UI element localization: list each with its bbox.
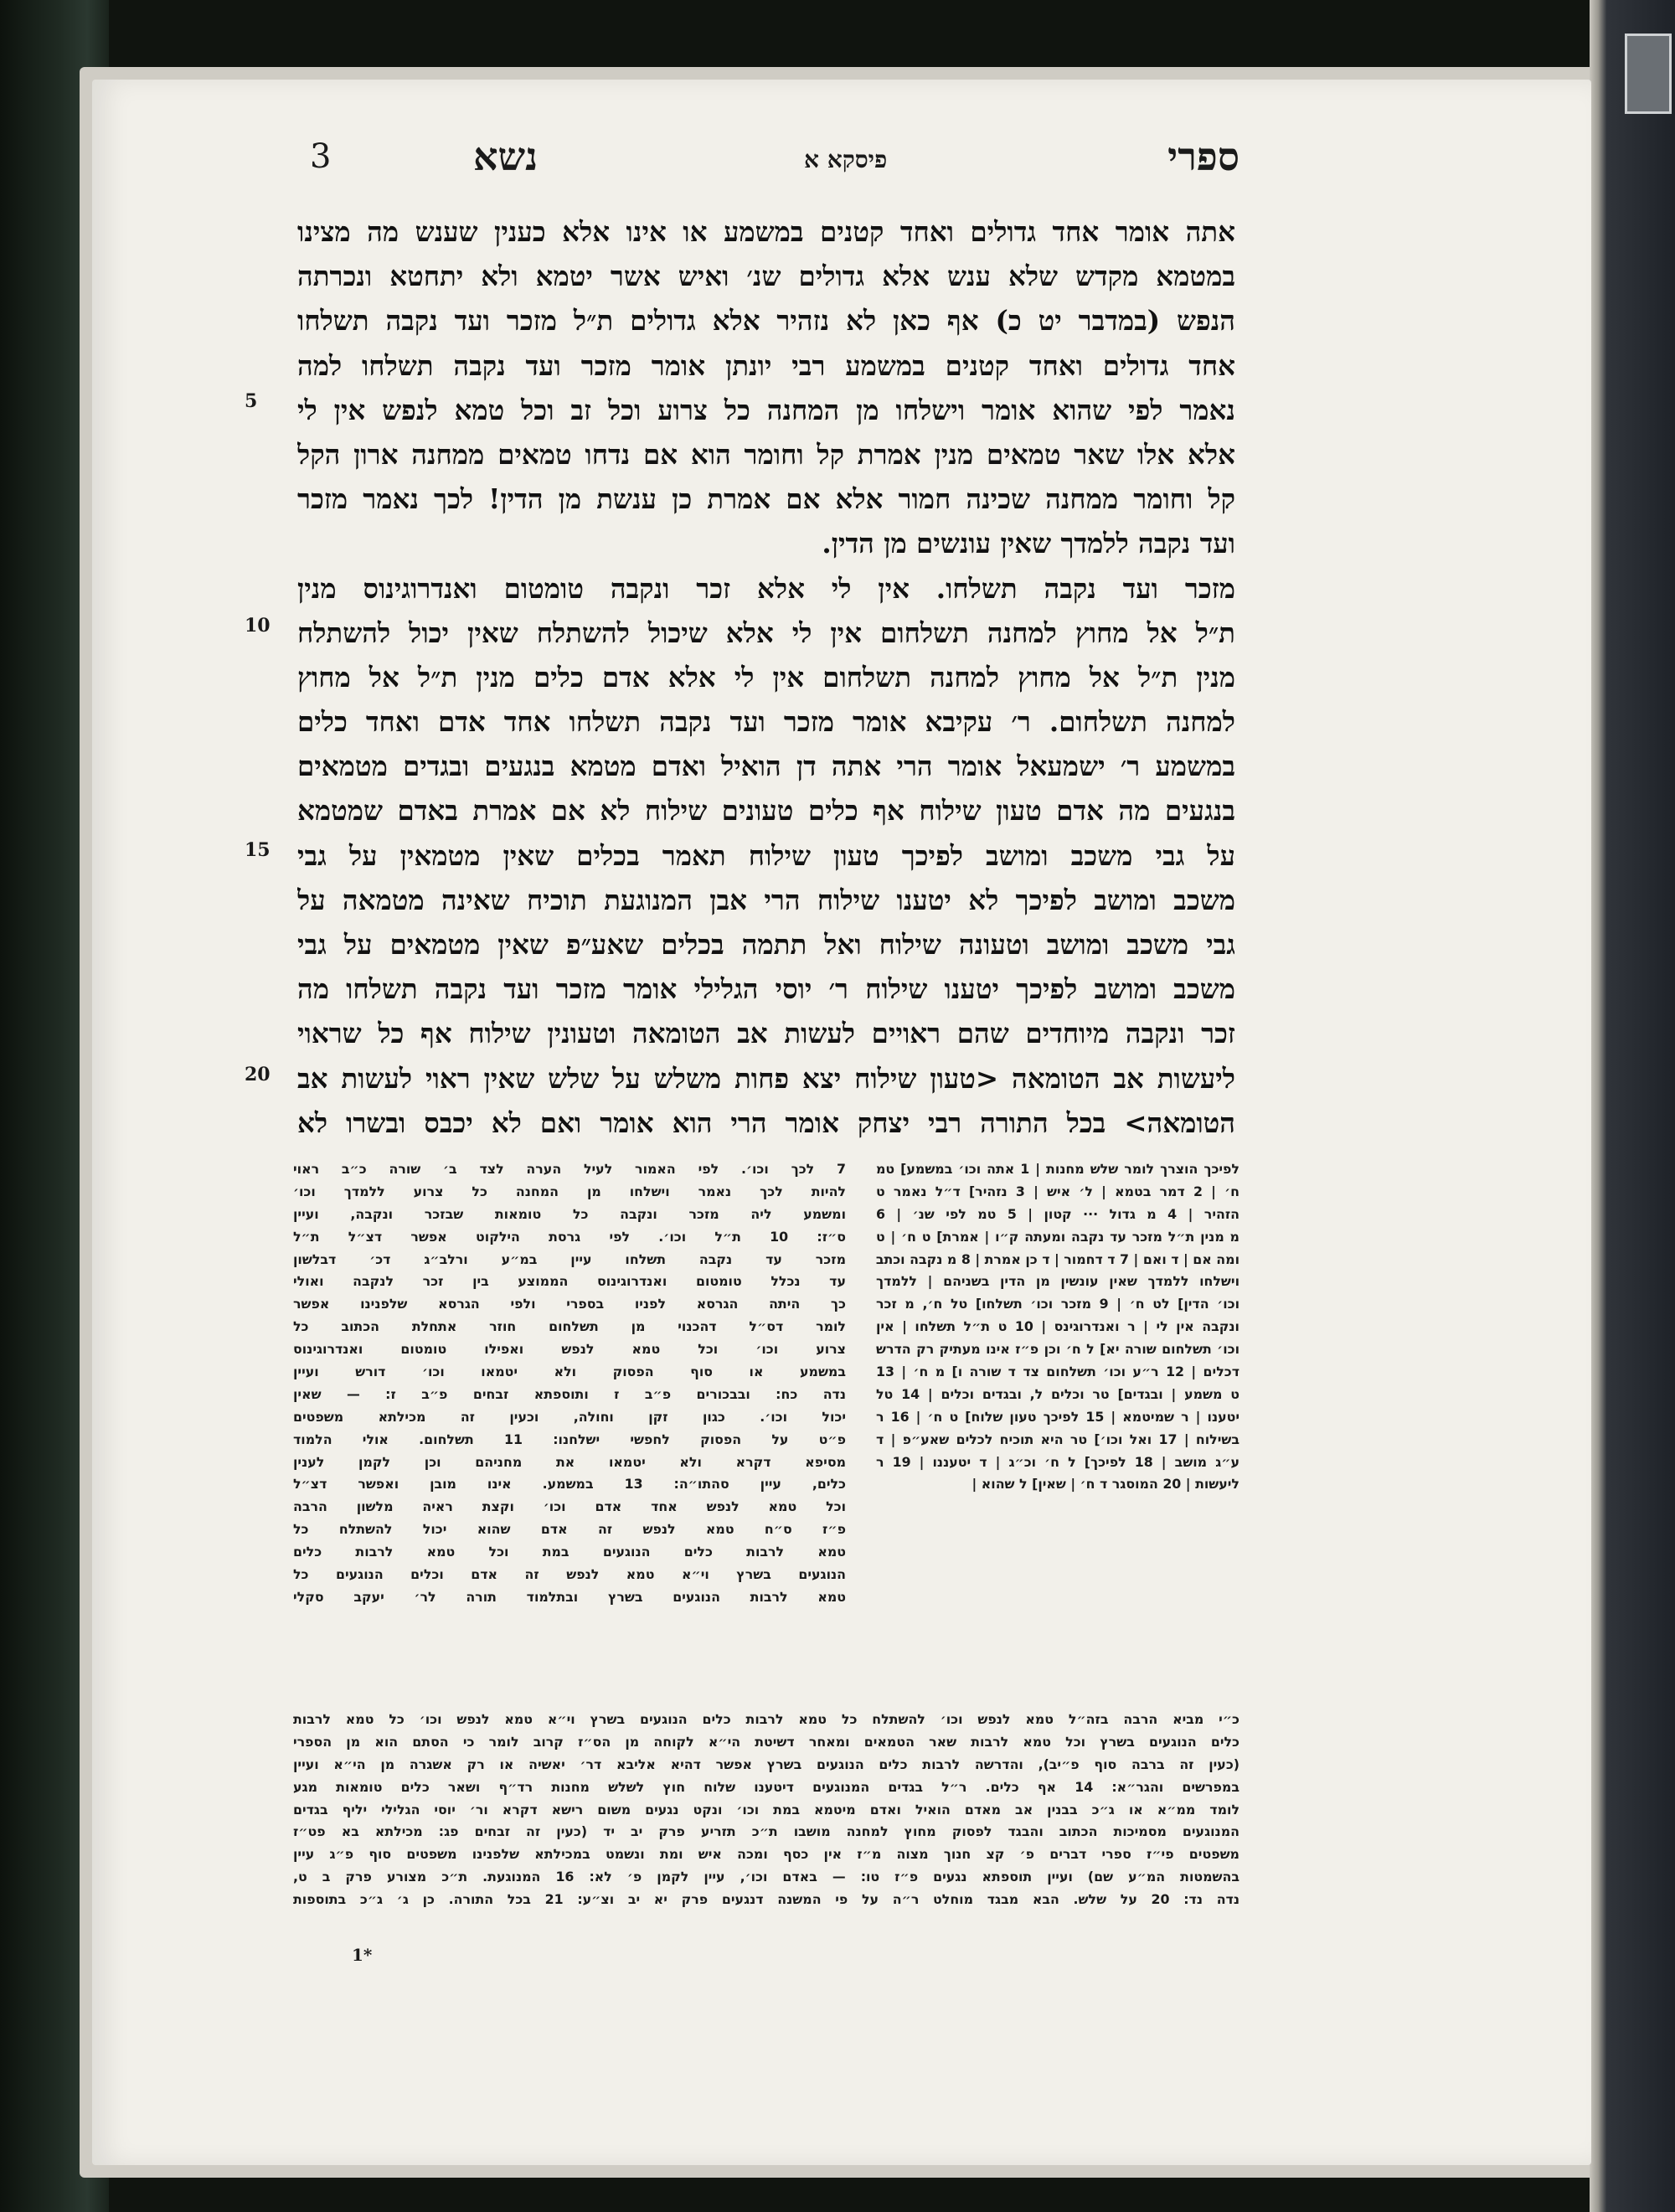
note-line: הנוגעים בשרץ וי״א טמא לנפש זה אדם וכלים הנוגעים כל: [293, 1566, 846, 1583]
line-number: 20: [245, 1064, 271, 1085]
note-line: במפרשים והגר״א: 14 אף כלים. ר״ל בגדים המנוגעים דיטענו שלוח חוץ לשלש מחנות רד״ף ושאר כלים טומאות מגע: [293, 1778, 1240, 1795]
note-line: להיות לכך נאמר וישלחו מן המחנה כל צרוע ללמדך וכו׳: [293, 1183, 846, 1199]
header-book-title: ספרי: [1167, 134, 1240, 179]
page-number: 3: [310, 137, 332, 176]
note-line: עד נכלל טומטום ואנדרוגינוס הממוצע בין זכר לנקבה ואולי: [293, 1273, 846, 1290]
note-line: ומה אם | ד ואם | 7 ד דחמור | ד כן אמרת | 8 מ נקבה וכתב: [876, 1250, 1240, 1267]
text-line: במשמע ר׳ ישמעאל אומר הרי אתה דן הואיל ואדם מטמא בנגעים ובגדים מטמאים: [297, 750, 1235, 783]
note-line: בשילוח | 17 ואל וכו׳] טר היא תוכיח לכלים שאע״פ | ד: [876, 1431, 1240, 1447]
text-line: ועד נקבה ללמדך שאין עונשים מן הדין.: [822, 527, 1235, 560]
note-line: וישלחו ללמדך שאין עונשין מן הדין בשניהם | ללמדך: [876, 1273, 1240, 1290]
note-line: 7 לכך וכו׳. לפי האמור לעיל הערה לצד ב׳ שורה כ״ב ראוי: [293, 1161, 846, 1177]
book-cover-right: [1590, 0, 1675, 2212]
note-line: משפטים פי״ז ספרי דברים פ׳ קצ חנוך מצוה מ״ז אין כסף ומכה איש ומת ונשמט במכילתא שלפנינו משפטים סוף פ״ג עיין: [293, 1846, 1240, 1863]
note-line: דכלים | 12 ר״ע וכו׳ תשלחום צד ד שורה ו] מ ח׳ | 13: [876, 1364, 1240, 1380]
commentary-notes-continued: [293, 1709, 1240, 1911]
note-line: וכל טמא לנפש אחד אדם וכו׳ וקצת ראיה מלשון הרבה: [293, 1498, 846, 1515]
line-number: 15: [245, 839, 271, 861]
text-line: אלא אלו שאר טמאים מנין אמרת קל וחומר הוא אם נדחו טמאים ממחנה ארון הקל: [297, 437, 1235, 471]
line-number: 5: [245, 390, 258, 412]
note-line: כלים הנוגעים בשרץ וכל טמא לרבות שאר הטמאים ומאחר דשיטת הי״א לקוחה מן הס״ז קרוב לומר כי הסתם הוא מן הספרי: [293, 1733, 1240, 1750]
text-line: ליעשות אב הטומאה <טעון שילוח יצא פחות משלש על שלש שאין ראוי לעשות אב: [297, 1061, 1235, 1095]
note-line: במשמע או סוף הפסוק ולא יטמאו וכו׳ דורש ועיין: [293, 1364, 846, 1380]
note-line: ט משמע | ובגדים] טר וכלים ל, ובגדים וכלים | 14 טל: [876, 1385, 1240, 1402]
note-line: ס״ז: 10 ת״ל וכו׳. לפי גרסת הילקוט אפשר דצ״ל ת״ל: [293, 1228, 846, 1245]
note-line: וכו׳ תשלחום שורה יא] ל ח׳ וכן פ״ז אינו מעתיק רק הדרש: [876, 1341, 1240, 1358]
header-parasha: נשא: [473, 134, 539, 179]
note-line: טמא לרבות כלים הנוגעים במת וכל טמא לרבות כלים: [293, 1544, 846, 1560]
note-line: ח׳ | 2 דמר בטמא | ל׳ איש | 3 נזהיר] ד״ל נאמר ט: [876, 1183, 1240, 1199]
text-line: גבי משכב ומושב וטעונה שילוח ואל תתמה בכלים שאע״פ שאין מטמאים על גבי: [297, 928, 1235, 961]
note-line: נדה כח: ובבכורים פ״ב ז ותוספתא זבחים פ״ב ז: — שאין: [293, 1385, 846, 1402]
note-line: נדה נד: 20 על שלש. הבא מבגד מוחלט ר״ה על פי המשנה דנגעים פרק יא יב וצ״ע: 21 בכל התורה. כן ג׳ ג״כ בתוספות: [293, 1891, 1240, 1908]
text-line: אחד גדולים ואחד קטנים במשמע רבי יונתן אומר מזכר ועד נקבה תשלחו למה: [297, 348, 1235, 382]
note-line: מסיפא דקרא ולא יטמאו את מחניהם וכן לקמן לענין: [293, 1453, 846, 1470]
note-line: לומד ממ״א או ג״כ בבנין אב מאדם הואיל ואדם מיטמא במת וכו׳ ונקט נגעים משום רישא דקרא ור׳ יוסי הגלילי יליף בגדים: [293, 1801, 1240, 1818]
note-line: כ״י מביא הרבה בזה״ל טמא לנפש וכו׳ להשתלח כל טמא לרבות כלים הנוגעים בשרץ וי״א טמא לנפש וכו׳ כל טמא לרבות: [293, 1711, 1240, 1727]
note-line: לומר דס״ל דהכנוי מן תשלחום חוזר אתחלת הכתוב כל: [293, 1318, 846, 1335]
commentary-notes: [293, 1158, 846, 1609]
note-line: (כעין זה ברבה סוף פ״יב), והדרשה לרבות כלים הנוגעים בשרץ אפשר דהיא אליבא דר׳ יאשיה או רק אשגרה מן הי״א ועיין: [293, 1756, 1240, 1772]
text-line: משכב ומושב לפיכך יטענו שילוח ר׳ יוסי הגלילי אומר מזכר ועד נקבה תשלחו מה: [297, 972, 1235, 1006]
note-line: ונקבה אין לי | ר ואנדרוגינס | 10 ט ת״ל תשלחו | אין: [876, 1318, 1240, 1335]
note-line: מ מנין ת״ל מזכר עד נקבה ומעתה ק״ו | אמרת] ט ח׳ | ט: [876, 1228, 1240, 1245]
text-line: משכב ומושב לפיכך לא יטענו שילוח הרי אבן המנוגעת תוכיח שאינה מטמאה על: [297, 883, 1235, 916]
header-piska: פיסקא א: [804, 146, 888, 173]
note-line: ליעשות | 20 המוסגר ד ח׳ | שאין] ל שהוא |: [972, 1476, 1240, 1493]
footnotes-area: [293, 1158, 1240, 1678]
text-line: בנגעים מה אדם טעון שילוח אף כלים טעונים שילוח לא אם אמרת באדם שמטמא: [297, 794, 1235, 828]
note-line: כלים, עיין סהתו״ה: 13 במשמע. אינו מובן ואפשר דצ״ל: [293, 1476, 846, 1493]
note-line: וכו׳ הדין] לט ח׳ | 9 מזכר וכו׳ תשלחו] טל ח׳, מ זכר: [876, 1296, 1240, 1312]
note-line: המנוגעים מסמיכות הכתוב והבגד לפסוק מחוץ למחנה מושבו ת״כ תזריע פרק יב יד (כעין זה זבחים פג: מכילתא בא פט״ז: [293, 1823, 1240, 1840]
note-line: צרוע וכו׳ וכל טמא לנפש ואפילו טומטום ואנדרוגינוס: [293, 1341, 846, 1358]
text-line: ת״ל אל מחוץ למחנה תשלחום אין לי אלא שיכול להשתלח שאין יכול להשתלח: [297, 616, 1235, 649]
text-line: למחנה תשלחום. ר׳ עקיבא אומר מזכר ועד נקבה תשלחו אחד אדם ואחד כלים: [297, 705, 1235, 739]
text-line: על גבי משכב ומושב לפיכך טעון שילוח תאמר בכלים שאין מטמאין על גבי: [297, 838, 1235, 872]
running-header: [310, 134, 1240, 193]
main-text-body: [297, 209, 1235, 1145]
note-line: טמא לרבות הנוגעים בשרץ ובתלמוד תורה לר׳ יעקב סקלי: [293, 1588, 846, 1605]
note-line: ע״ג מושב | 18 לפיכך] ל ח׳ וכ״ג | ד יטעננו | 19 ר: [876, 1453, 1240, 1470]
text-line: זכר ונקבה מיוחדים שהם ראויים לעשות אב הטומאה וטעונין שילוח אף כל שראוי: [297, 1017, 1235, 1050]
note-line: הזהיר | 4 מ גדול ··· קטון | 5 טמ לפי שנ׳ | 6: [876, 1205, 1240, 1222]
note-line: כך היתה הגרסא לפניו בספרי ולפי הגרסא שלפנינו אפשר: [293, 1296, 846, 1312]
text-line: אתה אומר אחד גדולים ואחד קטנים במשמע או אינו אלא כענין שענש מה מצינו: [297, 215, 1235, 248]
signature-mark: 1*: [352, 1945, 373, 1965]
note-line: לפיכך הוצרך לומר שלש מחנות | 1 אתה וכו׳ במשמע] טמ: [876, 1161, 1240, 1177]
note-line: יטענו | ר שמיטמא | 15 לפיכך טעון שלוח] ט ח׳ | 16 ר: [876, 1408, 1240, 1425]
text-line: קל וחומר ממחנה שכינה חמור אלא אם אמרת כן ענשת מן הדין! לכך נאמר מזכר: [297, 482, 1235, 516]
text-line: נאמר לפי שהוא אומר וישלחו מן המחנה כל צרוע וכל זב וכל טמא לנפש אין לי: [297, 393, 1235, 426]
color-calibration-patch: [1625, 34, 1672, 114]
text-line: הנפש (במדבר יט כ) אף כאן לא נזהיר אלא גדולים ת״ל מזכר ועד נקבה תשלחו: [297, 304, 1235, 338]
text-line: במטמא מקדש שלא ענש אלא גדולים שנ׳ ואיש אשר יטמא ולא יתחטא ונכרתה: [297, 260, 1235, 293]
text-line: מזכר ועד נקבה תשלחו. אין לי אלא זכר ונקבה טומטום ואנדרוגינוס מנין: [297, 571, 1235, 605]
note-line: יכול וכו׳. כגון זקן וחולה, וכעין זה מכילתא משפטים: [293, 1408, 846, 1425]
line-number: 10: [245, 615, 271, 637]
text-line: הטומאה> בכל התורה רבי יצחק אומר הרי הוא אומר ואם לא יכבס ובשרו לא: [297, 1106, 1235, 1139]
note-line: בהשמטות המ״ע שם) ועיין תוספתא נגעים פ״ז טו: — באדם וכו׳, עיין לקמן פ׳ לא: 16 המנוגעת. ת״כ מצורע פרק ב ט,: [293, 1869, 1240, 1885]
note-line: ומשמע ליה מזכר ונקבה כל טומאות שבזכר ונקבה, ועיין: [293, 1205, 846, 1222]
note-line: מזכר עד נקבה תשלחו עיין במ״ע ורלב״ג דכ׳ דבלשון: [293, 1250, 846, 1267]
note-line: פ״ט על הפסוק לחפשי ישלחנו: 11 תשלחום. אולי הלמוד: [293, 1431, 846, 1447]
variants-apparatus: [876, 1158, 1240, 1496]
text-line: מנין ת״ל אל מחוץ למחנה תשלחום אין לי אלא אדם כלים מנין ת״ל אל מחוץ: [297, 660, 1235, 694]
note-line: פ״ז ס״ח טמא לנפש זה אדם שהוא יכול להשתלח כל: [293, 1521, 846, 1538]
